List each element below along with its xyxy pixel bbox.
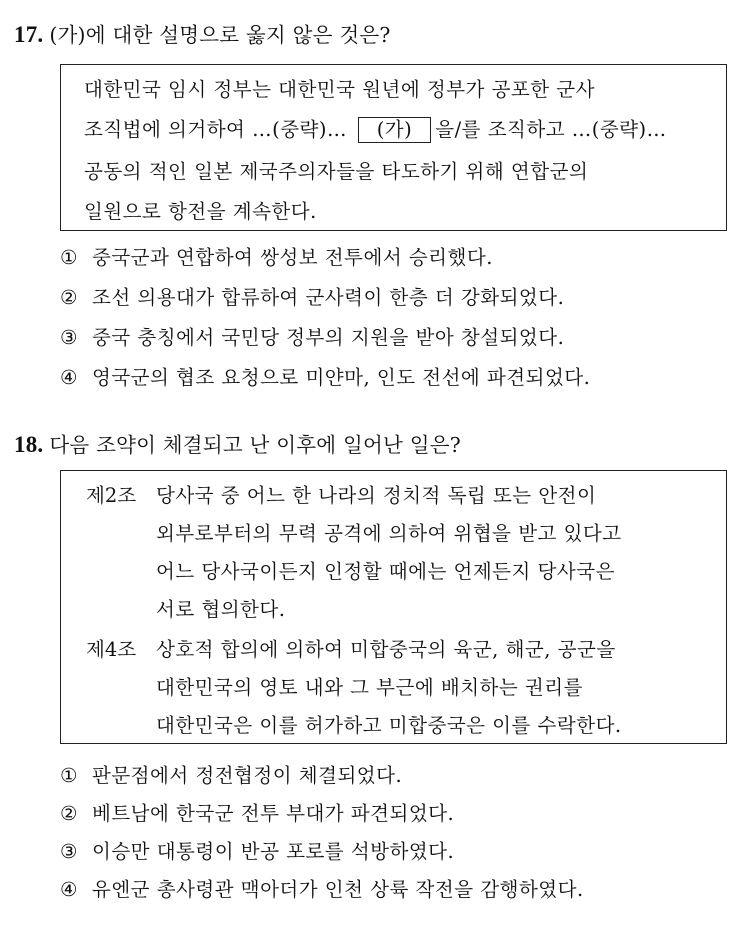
choice-marker: ③ <box>60 840 78 863</box>
answer-choice-1[interactable] <box>60 242 493 270</box>
article-line: 서로 협의한다. <box>156 598 286 621</box>
choice-marker: ① <box>60 764 78 787</box>
answer-choice-2[interactable] <box>60 282 564 310</box>
passage-text: 조직법에 의거하여 …(중략)… <box>84 118 347 141</box>
choice-text: 이승만 대통령이 반공 포로를 석방하였다. <box>92 840 455 863</box>
choice-text: 베트남에 한국군 전투 부대가 파견되었다. <box>92 802 455 825</box>
choice-text: 판문점에서 정전협정이 체결되었다. <box>92 764 403 787</box>
question-17-heading <box>14 18 391 48</box>
answer-choice-4[interactable] <box>60 874 584 902</box>
article-line: 대한민국의 영토 내와 그 부근에 배치하는 권리를 <box>156 676 583 699</box>
answer-choice-1[interactable] <box>60 760 402 788</box>
question-18-heading <box>14 428 461 458</box>
answer-choice-3[interactable] <box>60 836 454 864</box>
article-line: 어느 당사국이든지 인정할 때에는 언제든지 당사국은 <box>156 560 615 583</box>
question-number: 18. <box>14 432 44 457</box>
choice-text: 중국군과 연합하여 쌍성보 전투에서 승리했다. <box>92 246 493 269</box>
question-prompt: 다음 조약이 체결되고 난 이후에 일어난 일은? <box>49 433 461 457</box>
question-prompt: (가)에 대한 설명으로 옳지 않은 것은? <box>49 23 391 47</box>
choice-text: 영국군의 협조 요청으로 미얀마, 인도 전선에 파견되었다. <box>92 366 591 389</box>
choice-marker: ① <box>60 246 78 269</box>
blank-ga-box: (가) <box>358 117 432 143</box>
choice-marker: ④ <box>60 878 78 901</box>
passage-line: 대한민국 임시 정부는 대한민국 원년에 정부가 공포한 군사 <box>84 78 595 101</box>
passage-line: 공동의 적인 일본 제국주의자들을 타도하기 위해 연합군의 <box>84 160 589 183</box>
choice-text: 유엔군 총사령관 맥아더가 인천 상륙 작전을 감행하였다. <box>92 878 584 901</box>
passage-line: 일원으로 항전을 계속한다. <box>84 200 317 223</box>
article-label: 제2조 <box>86 484 137 507</box>
answer-choice-3[interactable] <box>60 322 564 350</box>
choice-text: 조선 의용대가 합류하여 군사력이 한층 더 강화되었다. <box>92 286 565 309</box>
article-line: 외부로부터의 무력 공격에 의하여 위협을 받고 있다고 <box>156 522 622 545</box>
choice-marker: ③ <box>60 326 78 349</box>
article-line: 당사국 중 어느 한 나라의 정치적 독립 또는 안전이 <box>156 484 597 507</box>
choice-marker: ② <box>60 802 78 825</box>
passage-text: 을/를 조직하고 …(중략)… <box>435 118 667 141</box>
question-number: 17. <box>14 22 44 47</box>
choice-marker: ② <box>60 286 78 309</box>
choice-marker: ④ <box>60 366 78 389</box>
article-line: 대한민국은 이를 허가하고 미합중국은 이를 수락한다. <box>156 714 622 737</box>
answer-choice-2[interactable] <box>60 798 454 826</box>
answer-choice-4[interactable] <box>60 362 590 390</box>
choice-text: 중국 충칭에서 국민당 정부의 지원을 받아 창설되었다. <box>92 326 565 349</box>
article-line: 상호적 합의에 의하여 미합중국의 육군, 해군, 공군을 <box>156 638 616 661</box>
passage-line <box>84 114 667 143</box>
article-label: 제4조 <box>86 638 137 661</box>
